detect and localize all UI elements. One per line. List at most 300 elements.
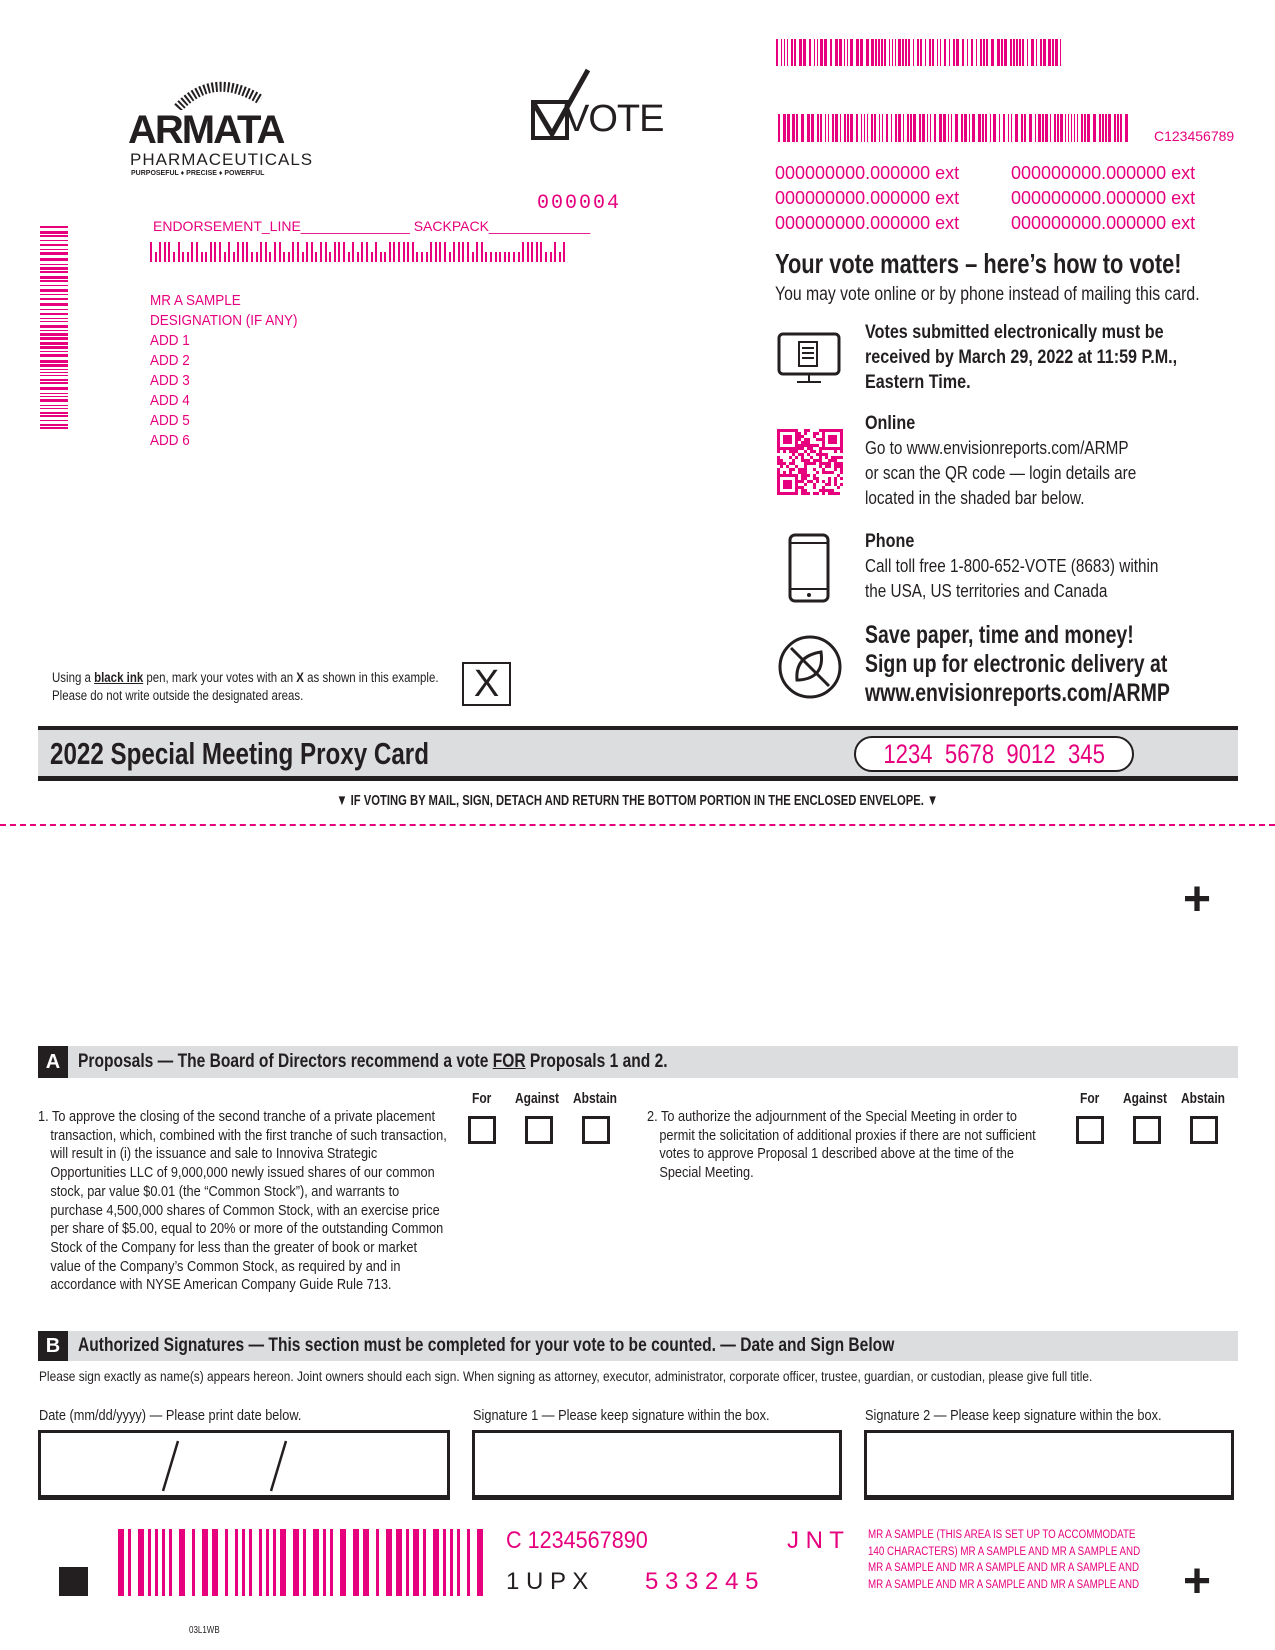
- barcode-bar: [1068, 114, 1070, 142]
- barcode-bar: [393, 242, 395, 262]
- endorsement-line: ENDORSEMENT_LINE______________ SACKPACK_____________: [153, 218, 591, 234]
- barcode-bar: [297, 242, 299, 262]
- barcode-bar: [867, 114, 869, 142]
- barcode-bar: [980, 39, 982, 66]
- barcode-bar: [334, 242, 336, 262]
- barcode-bar: [536, 242, 538, 262]
- logo-sub: PHARMACEUTICALS: [130, 150, 314, 169]
- barcode-bar: [168, 242, 170, 262]
- barcode-bar: [40, 276, 68, 279]
- barcode-bar: [280, 1529, 286, 1596]
- barcode-bar: [386, 1529, 392, 1596]
- barcode-bar: [919, 114, 921, 142]
- barcode-bar: [302, 252, 304, 262]
- barcode-bar: [210, 242, 212, 262]
- barcode-bar: [554, 242, 556, 262]
- barcode-bar: [481, 242, 483, 262]
- barcode-bar: [40, 294, 68, 296]
- barcode-bar: [371, 252, 373, 262]
- barcode-bar: [925, 39, 927, 66]
- barcode-bar: [1050, 114, 1052, 142]
- phone-text: the USA, US territories and Canada: [865, 581, 1108, 601]
- barcode-bar: [128, 1529, 131, 1596]
- barcode-bar: [303, 1529, 306, 1596]
- section-b-title: Authorized Signatures — This section must be completed for your vote to be counted. — Date and Sign Below: [78, 1335, 895, 1356]
- barcode-bar: [913, 114, 916, 142]
- barcode-bar: [1024, 114, 1026, 142]
- barcode-bar: [273, 1529, 276, 1596]
- control-id: C123456789: [1154, 128, 1235, 144]
- barcode-bar: [825, 114, 827, 142]
- barcode-bar: [353, 1529, 359, 1596]
- proposal-1: 1. To approve the closing of the second tranche of a private placement transaction, which, combined with the first tranche of such transaction, will result in (i) the issuance and sale to Innoviva Strategic Opportunities LLC of 9,000,000 newly issued shares of our common stock, par value $0.01 (the “Common Stock”), and warrants to purchase 4,500,000 shares of Common Stock, with an exercise price per share of $5.00, equal to 20% or more of the outstanding Common Stock of the Company for less than the greater of book or market value of the Company’s Common Stock, as required by and in accordance with NYSE American Company Guide Rule 713.: [38, 1109, 447, 1294]
- barcode-bar: [955, 114, 958, 142]
- phone-icon: [788, 533, 830, 603]
- barcode-bar: [1125, 114, 1128, 142]
- barcode-bar: [878, 39, 880, 66]
- barcode-bar: [164, 242, 166, 262]
- barcode-bar: [903, 114, 905, 142]
- save-paper-url[interactable]: www.envisionreports.com/ARMP: [865, 679, 1170, 707]
- barcode-bar: [40, 333, 68, 336]
- barcode-bar: [40, 298, 68, 300]
- barcode-bar: [40, 303, 68, 306]
- sequence-number: 000004: [537, 192, 622, 215]
- save-paper-text: Sign up for electronic delivery at: [865, 650, 1168, 678]
- address-line: DESIGNATION (IF ANY): [150, 312, 298, 329]
- barcode-bar: [242, 1529, 245, 1596]
- barcode-bar: [1036, 39, 1038, 66]
- barcode-bar: [856, 39, 859, 66]
- barcode-bar: [421, 252, 423, 262]
- barcode-bar: [1084, 114, 1086, 142]
- barcode-bar: [467, 242, 469, 262]
- barcode-bar: [40, 337, 68, 340]
- barcode-bar: [917, 39, 919, 66]
- barcode-bar: [159, 242, 161, 262]
- barcode-bar: [1019, 39, 1021, 66]
- barcode-bar: [913, 39, 915, 66]
- barcode-bar: [934, 114, 936, 142]
- barcode-bar: [967, 39, 969, 66]
- barcode-bar: [403, 242, 405, 262]
- barcode-bar: [850, 39, 853, 66]
- barcode-bar: [1008, 114, 1010, 142]
- header-for: For: [1080, 1090, 1100, 1107]
- barcode-bar: [389, 242, 391, 262]
- barcode-bar: [929, 39, 931, 66]
- form-id: 03L1WB: [189, 1625, 220, 1636]
- barcode-bar: [315, 252, 317, 262]
- online-url-text[interactable]: Go to www.envisionreports.com/ARMP: [865, 438, 1129, 458]
- how-to-vote-title: Your vote matters – here’s how to vote!: [775, 248, 1182, 279]
- barcode-bar: [1010, 39, 1012, 66]
- barcode-bar: [835, 39, 838, 66]
- deadline-text: received by March 29, 2022 at 11:59 P.M.,: [865, 347, 1178, 368]
- barcode-bar: [796, 114, 798, 142]
- barcode-bar: [814, 39, 816, 66]
- barcode-bar: [787, 114, 790, 142]
- barcode-bar: [820, 114, 822, 142]
- vote-text: VOTE: [564, 98, 664, 140]
- barcode-bar: [340, 1529, 346, 1596]
- barcode-bar: [155, 252, 157, 262]
- date-slash-icon: [41, 1433, 447, 1495]
- barcode-bar: [1011, 114, 1013, 142]
- barcode-bar: [1004, 39, 1007, 66]
- proposal-2: 2. To authorize the adjournment of the Special Meeting in order to permit the solicitation of additional proxies if there are not sufficient votes to approve Proposal 1 described above at the time of the Special Meeting.: [647, 1109, 1036, 1182]
- barcode-bar: [986, 39, 988, 66]
- barcode-bar: [242, 242, 244, 262]
- barcode-bar: [939, 114, 942, 142]
- barcode-bar: [187, 252, 189, 262]
- barcode-bar: [847, 114, 849, 142]
- top-barcode-2: [778, 114, 1129, 142]
- barcode-bar: [940, 39, 942, 66]
- example-mark-box: X: [462, 662, 511, 706]
- barcode-bar: [407, 242, 409, 262]
- barcode-bar: [182, 252, 184, 262]
- barcode-bar: [40, 412, 68, 414]
- address-line: ADD 2: [150, 352, 190, 369]
- barcode-bar: [329, 252, 331, 262]
- deadline-text: Eastern Time.: [865, 372, 971, 393]
- barcode-bar: [40, 372, 68, 374]
- barcode-bar: [847, 39, 849, 66]
- barcode-bar: [311, 242, 313, 262]
- barcode-bar: [449, 252, 451, 262]
- barcode-bar: [1021, 114, 1023, 142]
- barcode-bar: [1081, 114, 1083, 142]
- barcode-bar: [412, 242, 414, 262]
- barcode-bar: [40, 387, 68, 390]
- barcode-bar: [1001, 39, 1003, 66]
- barcode-bar: [202, 1529, 208, 1596]
- barcode-bar: [320, 242, 322, 262]
- footer-upx: 1 U P X: [506, 1568, 589, 1595]
- footer-jnt: J N T: [787, 1527, 844, 1554]
- barcode-bar: [871, 114, 873, 142]
- barcode-bar: [1003, 114, 1005, 142]
- barcode-bar: [1022, 39, 1024, 66]
- barcode-bar: [792, 114, 795, 142]
- barcode-bar: [1120, 114, 1122, 142]
- barcode-bar: [999, 114, 1001, 142]
- barcode-bar: [292, 242, 294, 262]
- barcode-bar: [306, 242, 308, 262]
- barcode-bar: [406, 1529, 409, 1596]
- barcode-bar: [1045, 114, 1048, 142]
- barcode-bar: [1038, 114, 1041, 142]
- barcode-bar: [490, 252, 492, 262]
- barcode-bar: [40, 346, 68, 349]
- barcode-bar: [902, 39, 904, 66]
- barcode-bar: [1093, 114, 1096, 142]
- barcode-bar: [396, 1529, 402, 1596]
- barcode-bar: [932, 39, 934, 66]
- barcode-bar: [416, 252, 418, 262]
- barcode-bar: [976, 39, 978, 66]
- barcode-bar: [1099, 114, 1101, 142]
- section-letter: B: [38, 1331, 68, 1361]
- barcode-bar: [40, 379, 68, 381]
- barcode-bar: [467, 1529, 470, 1596]
- barcode-bar: [499, 252, 501, 262]
- barcode-bar: [985, 114, 987, 142]
- barcode-bar: [508, 252, 510, 262]
- barcode-bar: [40, 351, 68, 353]
- barcode-bar: [384, 252, 386, 262]
- barcode-bar: [1060, 114, 1063, 142]
- how-to-vote-subtitle: You may vote online or by phone instead of mailing this card.: [775, 284, 1200, 305]
- barcode-bar: [944, 39, 946, 66]
- ext-line: 000000000.000000 ext: [775, 163, 960, 183]
- barcode-bar: [40, 399, 68, 402]
- barcode-bar: [856, 114, 858, 142]
- proposal-1-against-checkbox[interactable]: [525, 1116, 553, 1144]
- barcode-bar: [40, 375, 68, 377]
- barcode-bar: [1108, 114, 1111, 142]
- barcode-bar: [801, 114, 804, 142]
- barcode-bar: [40, 244, 68, 246]
- barcode-bar: [781, 39, 783, 66]
- barcode-bar: [40, 252, 68, 255]
- barcode-bar: [830, 39, 832, 66]
- barcode-bar: [898, 39, 901, 66]
- barcode-bar: [40, 364, 68, 367]
- barcode-bar: [214, 242, 216, 262]
- barcode-bar: [784, 39, 786, 66]
- save-paper-text: Save paper, time and money!: [865, 621, 1134, 649]
- barcode-bar: [426, 252, 428, 262]
- barcode-bar: [1048, 39, 1051, 66]
- barcode-bar: [527, 242, 529, 262]
- barcode-bar: [235, 1529, 238, 1596]
- barcode-bar: [522, 242, 524, 262]
- barcode-bar: [40, 330, 68, 332]
- barcode-bar: [889, 39, 891, 66]
- phone-title: Phone: [865, 531, 915, 552]
- barcode-bar: [40, 235, 68, 237]
- barcode-bar: [839, 39, 842, 66]
- signature-2-field[interactable]: [864, 1430, 1234, 1500]
- barcode-bar: [891, 114, 893, 142]
- barcode-bar: [453, 242, 455, 262]
- barcode-bar: [961, 114, 963, 142]
- online-title: Online: [865, 413, 916, 434]
- barcode-bar: [1035, 114, 1037, 142]
- qr-code-icon[interactable]: [777, 429, 843, 495]
- barcode-bar: [40, 424, 68, 426]
- barcode-bar: [40, 309, 68, 311]
- barcode-bar: [40, 280, 68, 282]
- barcode-bar: [40, 267, 68, 270]
- barcode-bar: [972, 114, 975, 142]
- barcode-bar: [225, 1529, 228, 1596]
- barcode-bar: [293, 1529, 299, 1596]
- logo-name: ARMATA: [128, 108, 284, 152]
- header-for: For: [472, 1090, 492, 1107]
- barcode-bar: [874, 114, 876, 142]
- barcode-bar: [983, 39, 985, 66]
- barcode-bar: [472, 252, 474, 262]
- barcode-bar: [201, 252, 203, 262]
- barcode-bar: [444, 242, 446, 262]
- marking-instructions: Using a black ink pen, mark your votes with an X as shown in this example. Please do not write outside the designated areas.: [52, 670, 439, 703]
- barcode-bar: [40, 354, 68, 357]
- barcode-bar: [433, 1529, 439, 1596]
- barcode-bar: [266, 1529, 269, 1596]
- barcode-bar: [953, 39, 955, 66]
- barcode-bar: [246, 242, 248, 262]
- barcode-bar: [118, 1529, 124, 1596]
- barcode-bar: [40, 405, 68, 407]
- barcode-bar: [269, 252, 271, 262]
- signature-1-field[interactable]: [472, 1430, 842, 1500]
- signing-note: Please sign exactly as name(s) appears hereon. Joint owners should each sign. When signing as attorney, executor, administrator, corporate officer, trustee, guardian, or custodian, please give full title.: [39, 1368, 1093, 1384]
- phone-text: Call toll free 1-800-652-VOTE (8683) within: [865, 556, 1159, 576]
- proposal-1-for-checkbox[interactable]: [468, 1116, 496, 1144]
- barcode-bar: [844, 39, 846, 66]
- vote-logo: [530, 68, 664, 144]
- barcode-bar: [192, 1529, 195, 1596]
- barcode-bar: [930, 114, 932, 142]
- barcode-bar: [40, 396, 68, 398]
- barcode-bar: [875, 39, 877, 66]
- barcode-bar: [274, 242, 276, 262]
- barcode-bar: [228, 242, 230, 262]
- address-line: ADD 3: [150, 372, 190, 389]
- header-against: Against: [515, 1090, 560, 1107]
- address-line: ADD 4: [150, 392, 190, 409]
- barcode-bar: [1117, 114, 1119, 142]
- barcode-bar: [1065, 114, 1067, 142]
- barcode-bar: [861, 114, 863, 142]
- barcode-bar: [366, 242, 368, 262]
- barcode-bar: [219, 242, 221, 262]
- barcode-bar: [850, 114, 853, 142]
- card-title: 2022 Special Meeting Proxy Card: [50, 736, 429, 771]
- barcode-bar: [971, 39, 973, 66]
- ext-line: 000000000.000000 ext: [775, 188, 960, 208]
- barcode-bar: [1074, 114, 1076, 142]
- barcode-bar: [357, 252, 359, 262]
- barcode-bar: [495, 252, 497, 262]
- barcode-bar: [809, 39, 811, 66]
- barcode-bar: [476, 242, 478, 262]
- barcode-bar: [40, 313, 68, 315]
- section-b-header: [38, 1331, 1238, 1361]
- barcode-bar: [991, 39, 994, 66]
- barcode-bar: [1105, 114, 1107, 142]
- barcode-bar: [477, 1529, 483, 1596]
- barcode-bar: [937, 39, 939, 66]
- barcode-bar: [563, 242, 565, 262]
- barcode-bar: [352, 242, 354, 262]
- barcode-bar: [40, 382, 68, 384]
- barcode-bar: [1102, 114, 1104, 142]
- barcode-bar: [260, 242, 262, 262]
- barcode-bar: [884, 39, 886, 66]
- leaf-icon: [777, 634, 843, 700]
- header-against: Against: [1123, 1090, 1168, 1107]
- barcode-bar: [943, 114, 946, 142]
- barcode-bar: [450, 1529, 453, 1596]
- barcode-bar: [458, 242, 460, 262]
- address-line: ADD 1: [150, 332, 190, 349]
- address-line: ADD 6: [150, 432, 190, 449]
- date-field[interactable]: [38, 1430, 450, 1500]
- barcode-bar: [824, 39, 827, 66]
- postnet-barcode: [150, 242, 568, 262]
- barcode-bar: [1013, 39, 1015, 66]
- vertical-barcode: [40, 226, 68, 442]
- barcode-bar: [40, 393, 68, 395]
- logo-tagline: PURPOSEFUL ♦ PRECISE ♦ POWERFUL: [131, 170, 265, 177]
- footer-barcode: [118, 1529, 490, 1596]
- address-line: MR A SAMPLE: [150, 292, 241, 309]
- barcode-bar: [882, 114, 884, 142]
- barcode-bar: [237, 242, 239, 262]
- barcode-bar: [1027, 39, 1029, 66]
- barcode-bar: [191, 242, 193, 262]
- barcode-bar: [40, 325, 68, 328]
- barcode-bar: [791, 39, 793, 66]
- barcode-bar: [40, 369, 68, 371]
- barcode-bar: [817, 114, 819, 142]
- proposal-2-for-checkbox[interactable]: [1076, 1116, 1104, 1144]
- proposal-2-against-checkbox[interactable]: [1133, 1116, 1161, 1144]
- barcode-bar: [40, 271, 68, 273]
- section-letter: A: [38, 1046, 68, 1078]
- barcode-bar: [1055, 39, 1058, 66]
- barcode-bar: [811, 114, 814, 142]
- barcode-bar: [40, 289, 68, 292]
- barcode-bar: [949, 39, 951, 66]
- barcode-bar: [363, 1529, 369, 1596]
- barcode-bar: [866, 39, 869, 66]
- barcode-bar: [179, 1529, 185, 1596]
- barcode-bar: [860, 39, 863, 66]
- barcode-bar: [40, 427, 68, 429]
- barcode-bar: [413, 1529, 419, 1596]
- barcode-bar: [338, 242, 340, 262]
- barcode-bar: [840, 114, 842, 142]
- barcode-bar: [879, 114, 881, 142]
- barcode-bar: [956, 39, 959, 66]
- barcode-bar: [212, 1529, 218, 1596]
- mailing-address: [150, 291, 314, 451]
- barcode-bar: [40, 318, 68, 320]
- barcode-bar: [348, 252, 350, 262]
- barcode-bar: [982, 114, 984, 142]
- barcode-bar: [376, 1529, 379, 1596]
- barcode-bar: [504, 252, 506, 262]
- proposal-2-abstain-checkbox[interactable]: [1190, 1116, 1218, 1144]
- registration-mark-icon: +: [1183, 873, 1212, 926]
- barcode-bar: [828, 114, 830, 142]
- ext-line: 000000000.000000 ext: [1011, 213, 1196, 233]
- barcode-bar: [787, 39, 789, 66]
- barcode-bar: [173, 252, 175, 262]
- barcode-bar: [40, 321, 68, 323]
- barcode-bar: [435, 242, 437, 262]
- barcode-bar: [1077, 114, 1079, 142]
- barcode-bar: [443, 1529, 446, 1596]
- barcode-bar: [835, 114, 838, 142]
- proposal-1-abstain-checkbox[interactable]: [582, 1116, 610, 1144]
- barcode-bar: [927, 114, 929, 142]
